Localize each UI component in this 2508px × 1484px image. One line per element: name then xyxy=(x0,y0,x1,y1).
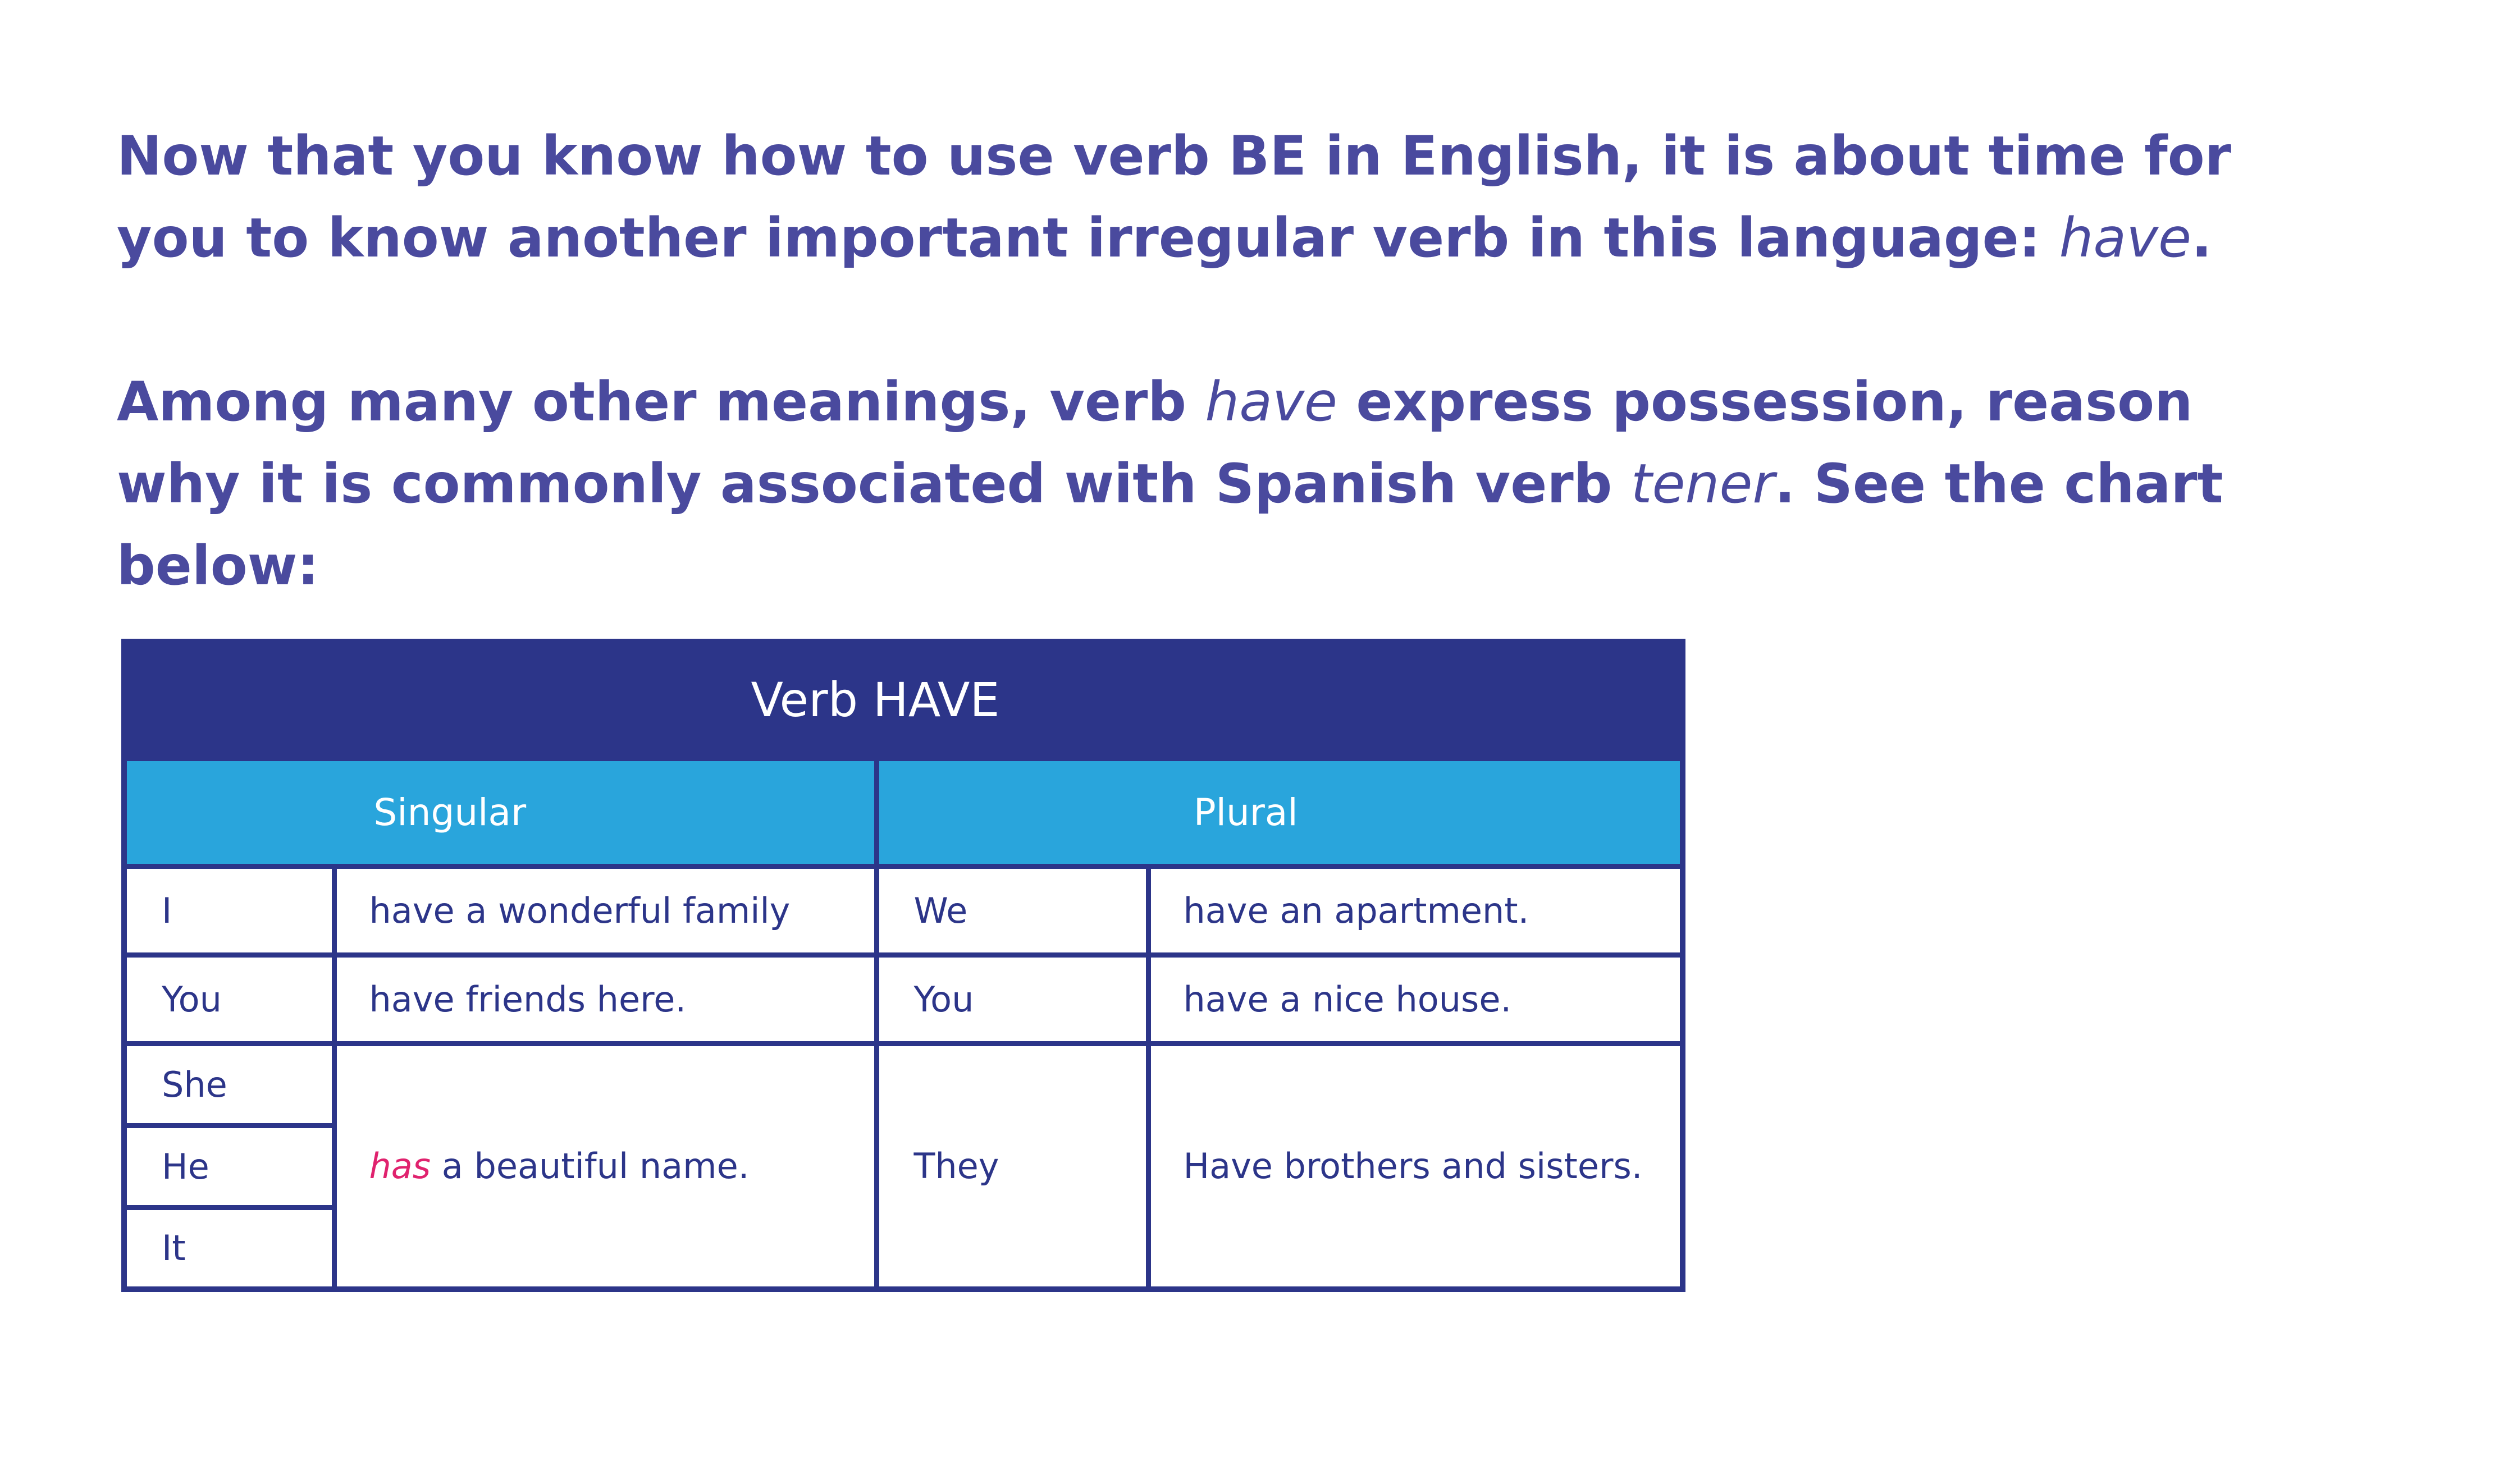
table-row xyxy=(124,955,1683,1043)
plural-phrase: have a nice house. xyxy=(1148,955,1683,1043)
intro-text xyxy=(117,115,2306,689)
intro-p2-middle: express possession, reason why it is commonly associated with Spanish verb xyxy=(117,370,2193,515)
intro-p2-end: . See the chart below: xyxy=(117,452,2223,597)
plural-pronoun: You xyxy=(876,955,1148,1043)
plural-phrase: have an apartment. xyxy=(1148,866,1683,955)
has-highlight: has xyxy=(369,1146,431,1187)
plural-phrase-they: Have brothers and sisters. xyxy=(1148,1043,1683,1289)
table-row xyxy=(124,1043,1683,1125)
plural-pronoun-they: They xyxy=(876,1043,1148,1289)
intro-p1-italic: have xyxy=(2059,207,2192,269)
intro-p1-end: . xyxy=(2191,207,2212,269)
plural-pronoun: We xyxy=(876,866,1148,955)
table-group-header-row xyxy=(124,758,1683,866)
singular-pronoun-he: He xyxy=(124,1125,334,1207)
singular-pronoun: You xyxy=(124,955,334,1043)
plural-header-text: Plural xyxy=(1193,790,1298,834)
table-row xyxy=(124,866,1683,955)
intro-p2-text: Among many other meanings, verb xyxy=(117,370,1205,433)
intro-p2-italic-have: have xyxy=(1205,370,1337,433)
plural-header xyxy=(876,758,1683,866)
intro-p2-italic-tener: tener xyxy=(1630,452,1775,515)
singular-phrase-rest: a beautiful name. xyxy=(431,1146,750,1187)
intro-p1-text: Now that you know how to use verb BE in English, it is about time for you to know another important irregular verb in this language: xyxy=(117,125,2232,269)
verb-have-table xyxy=(121,639,1685,1292)
singular-pronoun-it: It xyxy=(124,1207,334,1289)
intro-paragraph-2 xyxy=(117,361,2306,607)
table-title-row xyxy=(124,642,1683,758)
table-title-text: Verb HAVE xyxy=(751,672,1000,728)
singular-header xyxy=(124,758,876,866)
table-title xyxy=(124,642,1683,758)
singular-phrase-third-person xyxy=(334,1043,876,1289)
singular-phrase: have a wonderful family xyxy=(334,866,876,955)
singular-header-text: Singular xyxy=(373,790,527,834)
intro-paragraph-1 xyxy=(117,115,2306,279)
singular-pronoun: I xyxy=(124,866,334,955)
singular-pronoun-she: She xyxy=(124,1043,334,1125)
singular-phrase: have friends here. xyxy=(334,955,876,1043)
